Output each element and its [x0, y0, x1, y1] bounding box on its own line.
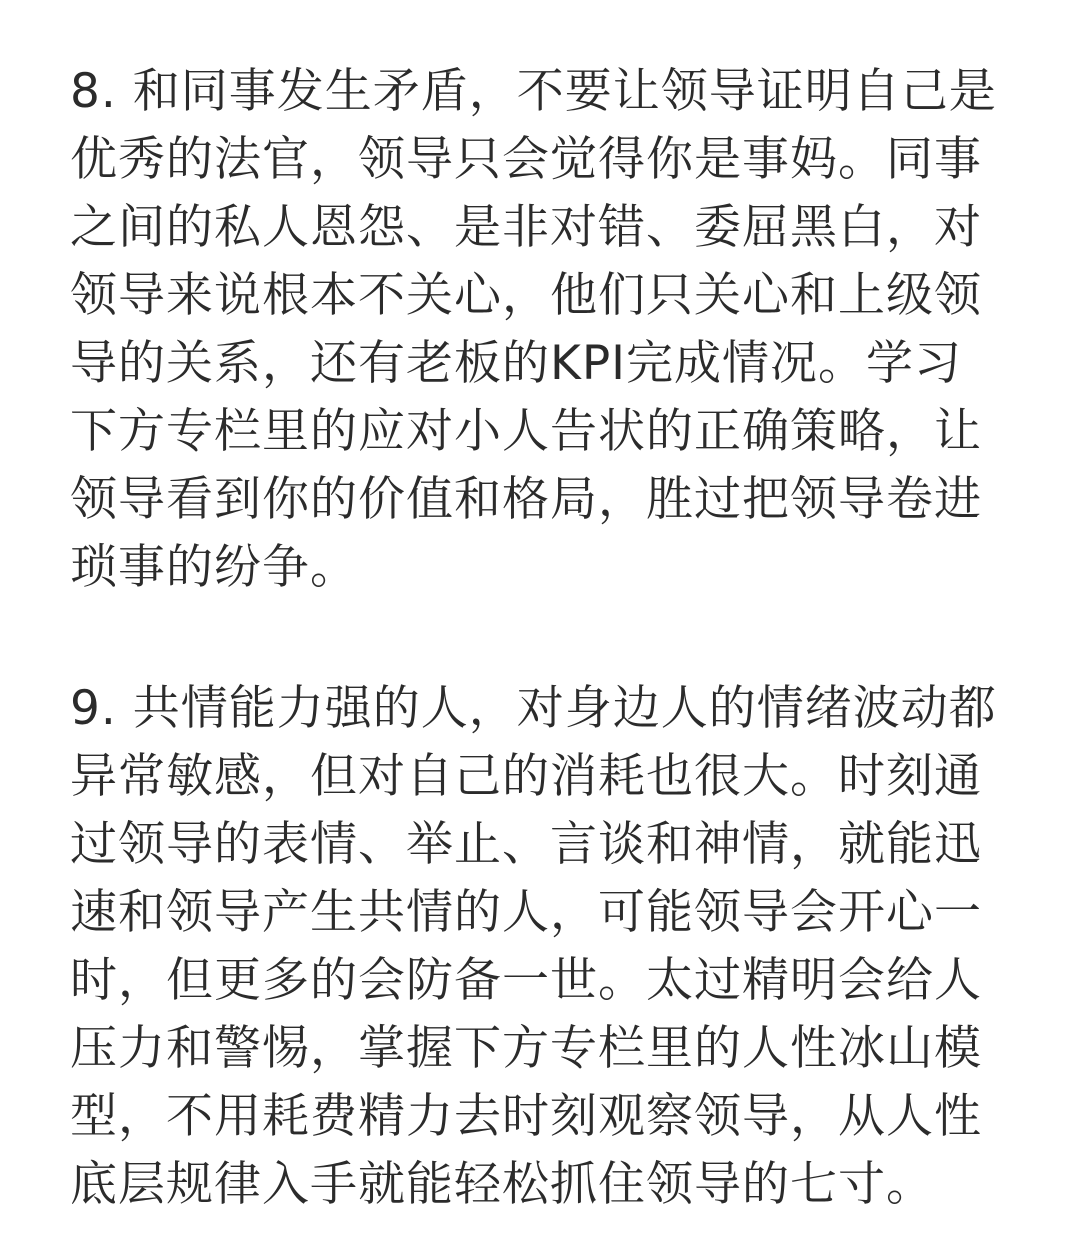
paragraph-line: 9. 共情能力强的人，对身边人的情绪波动都 [70, 681, 997, 736]
paragraph-line: 领导看到你的价值和格局，胜过把领导卷进 [70, 472, 982, 527]
paragraph-9 [70, 675, 1010, 1219]
paragraph-spacer [70, 602, 1010, 675]
paragraph-line: 导的关系，还有老板的KPI完成情况。学习 [70, 336, 963, 391]
paragraph-line: 8. 和同事发生矛盾，不要让领导证明自己是 [70, 64, 997, 119]
paragraph-line: 琐事的纷争。 [70, 540, 358, 595]
paragraph-line: 优秀的法官，领导只会觉得你是事妈。同事 [70, 132, 982, 187]
article-body [70, 58, 1010, 1219]
paragraph-line: 时，但更多的会防备一世。太过精明会给人 [70, 953, 982, 1008]
paragraph-8 [70, 58, 1010, 602]
paragraph-line: 下方专栏里的应对小人告状的正确策略，让 [70, 404, 982, 459]
paragraph-line: 之间的私人恩怨、是非对错、委屈黑白，对 [70, 200, 982, 255]
paragraph-line: 压力和警惕，掌握下方专栏里的人性冰山模 [70, 1021, 982, 1076]
paragraph-line: 过领导的表情、举止、言谈和神情，就能迅 [70, 817, 982, 872]
paragraph-line: 领导来说根本不关心，他们只关心和上级领 [70, 268, 982, 323]
paragraph-line: 速和领导产生共情的人，可能领导会开心一 [70, 885, 982, 940]
paragraph-line: 异常敏感，但对自己的消耗也很大。时刻通 [70, 749, 982, 804]
paragraph-line: 型，不用耗费精力去时刻观察领导，从人性 [70, 1089, 982, 1144]
paragraph-line: 底层规律入手就能轻松抓住领导的七寸。 [70, 1157, 934, 1212]
